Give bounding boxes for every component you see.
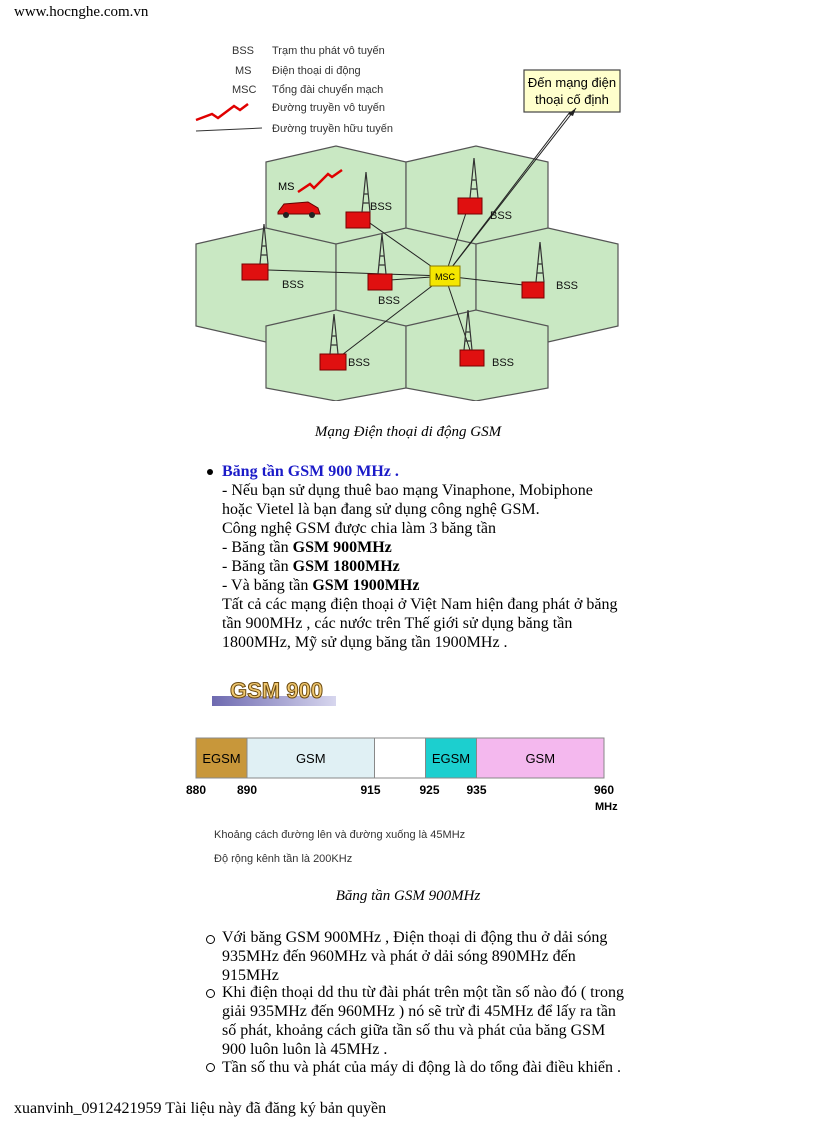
list-item: Khi điện thoại dd thu từ đài phát trên một tần số nào đó ( trong giải 935MHz đến 960MHz ) nó sẽ trừ đi 45MHz để lấy ra tần số phát, khoảng cách giữa tần số thu và phát của băng GSM 900 luôn luôn là 45MHz .	[222, 984, 624, 1058]
bss-label: BSS	[348, 357, 371, 369]
figure-caption-network: Mạng Điện thoại di động GSM	[314, 424, 502, 440]
legend-abbr-msc: MSC	[232, 84, 257, 96]
legend-desc-ms: Điện thoại di động	[272, 65, 361, 77]
section-title: Băng tần GSM 900 MHz .	[222, 463, 399, 480]
circle-bullet	[206, 1063, 215, 1072]
band-segment-label: EGSM	[431, 751, 471, 766]
section-body	[222, 462, 618, 652]
chart-note: Khoảng cách đường lên và đường xuống là 45MHz	[214, 829, 466, 841]
header-url: www.hocnghe.com.vn	[14, 4, 149, 20]
bss-label: BSS	[492, 357, 515, 369]
text-line: 1800MHz, Mỹ sử dụng băng tần 1900MHz .	[222, 634, 508, 651]
bss-tower	[368, 274, 392, 290]
figure-caption-band: Băng tần GSM 900MHz	[335, 888, 481, 904]
bss-label: BSS	[556, 280, 579, 292]
tick-label: 935	[466, 783, 487, 797]
unit-label: MHz	[595, 801, 618, 813]
text-line: - Nếu bạn sử dụng thuê bao mạng Vinaphone, Mobiphone	[222, 482, 593, 499]
list-item: Với băng GSM 900MHz , Điện thoại di động thu ở dải sóng 935MHz đến 960MHz và phát ở dải sóng 890MHz đến 915MHz	[222, 929, 608, 984]
band-line: - Băng tần GSM 900MHz	[222, 539, 392, 556]
callout-line-2: thoại cố định	[535, 92, 609, 107]
circle-bullet	[206, 935, 215, 944]
text-line: hoặc Vietel là bạn đang sử dụng công nghệ GSM.	[222, 501, 540, 518]
legend-abbr-bss: BSS	[232, 45, 255, 57]
circle-bullet	[206, 989, 215, 998]
bss-tower	[460, 350, 484, 366]
wired-link-legend-icon	[196, 128, 262, 131]
gsm900-band-chart	[186, 664, 626, 874]
radio-link-legend-icon	[196, 104, 248, 120]
text-line: Công nghệ GSM được chia làm 3 băng tần	[222, 520, 496, 537]
text-line: tần 900MHz , các nước trên Thế giới sử dụng băng tần	[222, 615, 573, 632]
callout-line-1: Đến mạng điện	[527, 75, 617, 90]
tick-label: 880	[186, 783, 207, 797]
band-segment	[375, 738, 426, 778]
bss-label: BSS	[378, 295, 401, 307]
legend-desc-msc: Tổng đài chuyển mạch	[272, 84, 384, 96]
legend-abbr-ms: MS	[235, 65, 252, 77]
bullet-dot	[207, 469, 213, 475]
tick-label: 890	[236, 783, 258, 797]
bss-tower	[320, 354, 346, 370]
ms-label: MS	[278, 181, 295, 193]
bss-label: BSS	[490, 210, 513, 222]
bss-label: BSS	[370, 201, 393, 213]
chart-note: Độ rộng kênh tần là 200KHz	[214, 853, 353, 865]
bss-tower	[242, 264, 268, 280]
band-line: - Và băng tần GSM 1900MHz	[222, 577, 420, 594]
bss-tower	[346, 212, 370, 228]
tick-label: 915	[360, 783, 381, 797]
msc-label: MSC	[435, 272, 455, 282]
band-segment-label: GSM	[295, 751, 326, 766]
band-segment-label: GSM	[525, 751, 556, 766]
tick-label: 960	[593, 783, 615, 797]
legend-desc-wired: Đường truyền hữu tuyến	[272, 123, 394, 135]
bss-tower	[458, 198, 482, 214]
legend-desc-radio: Đường truyền vô tuyến	[272, 102, 386, 114]
text-line: Tất cả các mạng điện thoại ở Việt Nam hiện đang phát ở băng	[222, 596, 618, 613]
footer-copyright: xuanvinh_0912421959 Tài liệu này đã đăng ký bản quyền	[14, 1100, 387, 1117]
bss-label: BSS	[282, 279, 305, 291]
bss-tower	[522, 282, 544, 298]
list-item: Tần số thu và phát của máy di động là do tổng đài điều khiển .	[222, 1059, 622, 1076]
gsm-network-diagram	[190, 36, 630, 401]
band-line: - Băng tần GSM 1800MHz	[222, 558, 400, 575]
legend-desc-bss: Trạm thu phát vô tuyến	[272, 45, 385, 57]
chart-title: GSM 900	[230, 678, 323, 703]
tick-label: 925	[419, 783, 440, 797]
band-segment-label: EGSM	[202, 751, 241, 766]
